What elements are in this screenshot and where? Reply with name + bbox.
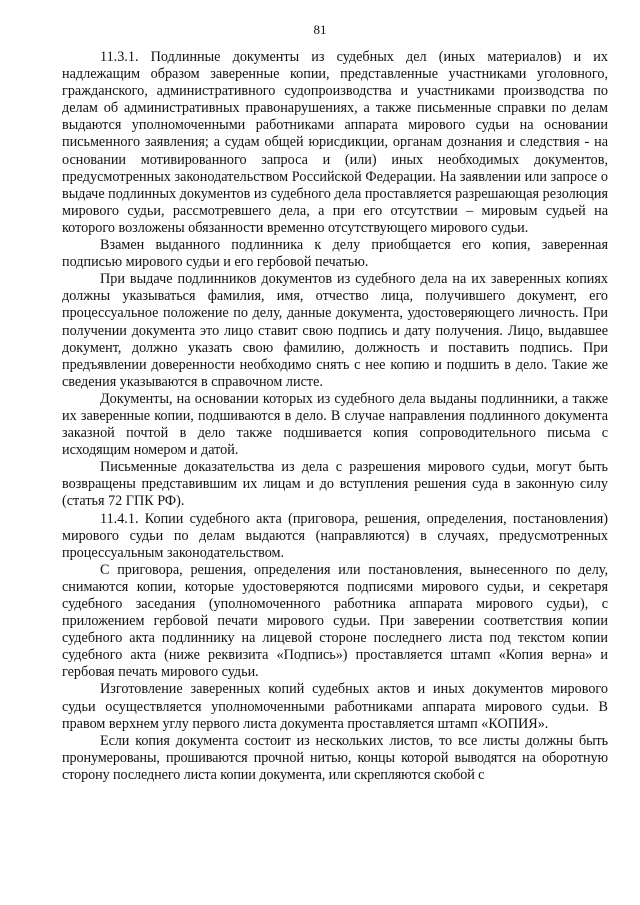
paragraph-multi-sheet-copies: Если копия документа состоит из нескольких листов, то все листы должны быть пронумерованы, прошиваются прочной нитью, концы которой выводятся на оборотную сторону последнего листа копии документа, или скрепляются скобой с [62,732,608,783]
paragraph-copies-certified: С приговора, решения, определения или постановления, вынесенного по делу, снимаются копии, которые удостоверяются подписями мирового судьи, и секретаря судебного заседания (уполномоченного работника аппарата мирового судьи), с приложением гербовой печати мирового судьи. При заверении соответствия копии судебного акта подлиннику на лицевой стороне последнего листа под текстом копии судебного акта (ниже реквизита «Подпись») проставляется штамп «Копия верна» и гербовая печать мирового судьи. [62,561,608,681]
paragraph-copy-production: Изготовление заверенных копий судебных актов и иных документов мирового судьи осуществляется уполномоченными работниками аппарата мирового судьи. В правом верхнем углу первого листа документа проставляется штамп «КОПИЯ». [62,681,608,732]
paragraph-11-3-1: 11.3.1. Подлинные документы из судебных дел (иных материалов) и их надлежащим образом заверенные копии, представленные участниками уголовного, гражданского, административного судопроизводства и участниками производства по делам об административных правонарушениях, а также письменные справки по делам выдаются уполномоченными работниками аппарата мирового судьи на основании письменного заявления; а судам общей юрисдикции, органам дознания и следствия - на основании мотивированного запроса и (или) иных необходимых документов, предусмотренных законодательством Российской Федерации. На заявлении или запросе о выдаче подлинных документов из судебного дела проставляется разрешающая резолюция мирового судьи, рассмотревшего дела, а при его отсутствии – мировым судьей на которого возложены обязанности временно отсутствующего мирового судьи. [62,49,608,236]
paragraph-copy-instead-of-original: Взамен выданного подлинника к делу приобщается его копия, заверенная подписью мирового судьи и его гербовой печатью. [62,237,608,271]
paragraph-issuing-originals: При выдаче подлинников документов из судебного дела на их заверенных копиях должны указываться фамилия, имя, отчество лица, получившего документ, его процессуальное положение по делу, данные документа, удостоверяющего личность. При получении документа это лицо ставит свою подпись и дату получения. Лицо, выдавшее документ, должно указать свою фамилию, должность и поставить подпись. При предъявлении доверенности необходимо снять с нее копию и подшить в дело. Такие же сведения указываются в справочном листе. [62,271,608,390]
page-number: 81 [313,22,327,37]
paragraph-written-evidence: Письменные доказательства из дела с разрешения мирового судьи, могут быть возвращены представившим их лицам и до вступления решения суда в законную силу (статья 72 ГПК РФ). [62,459,608,510]
document-body [62,49,608,784]
paragraph-documents-filed: Документы, на основании которых из судебного дела выданы подлинники, а также их заверенные копии, подшиваются в дело. В случае направления подлинного документа заказной почтой в дело также подшивается копия сопроводительного письма с исходящим номером и датой. [62,390,608,459]
paragraph-11-4-1: 11.4.1. Копии судебного акта (приговора, решения, определения, постановления) мирового судьи по делам выдаются (направляются) в случаях, предусмотренных процессуальным законодательством. [62,510,608,561]
